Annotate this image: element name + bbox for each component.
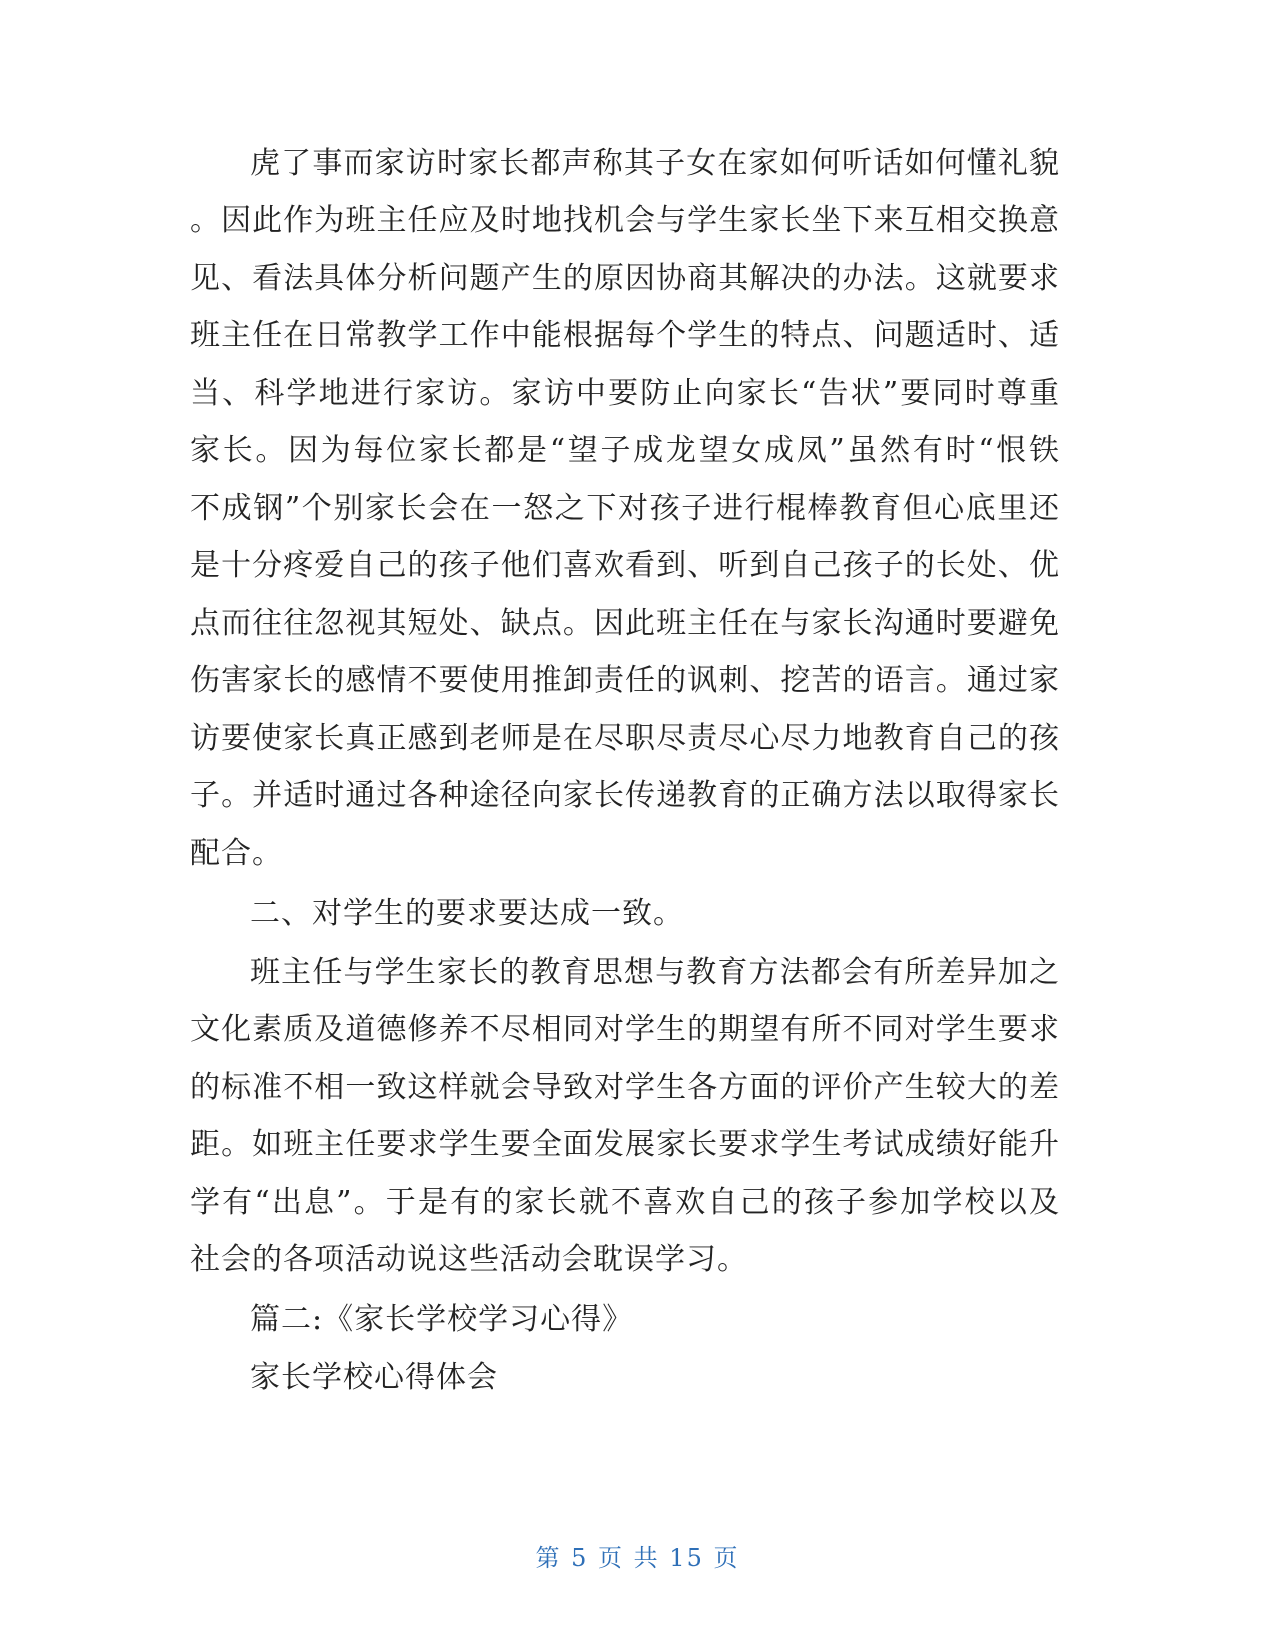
paragraph-line: 的标准不相一致这样就会导致对学生各方面的评价产生较大的差: [190, 1070, 1060, 1105]
paragraph-line: 当、科学地进行家访。家访中要防止向家长“告状”要同时尊重: [190, 376, 1060, 411]
paragraph-line: 虎了事而家访时家长都声称其子女在家如何听话如何懂礼貌: [250, 146, 1060, 181]
article-subtitle: 家长学校心得体会: [250, 1360, 498, 1395]
paragraph-line: 不成钢”个别家长会在一怒之下对孩子进行棍棒教育但心底里还: [190, 491, 1060, 526]
paragraph-line: 社会的各项活动说这些活动会耽误学习。: [190, 1242, 748, 1277]
paragraph-line: 学有“出息”。于是有的家长就不喜欢自己的孩子参加学校以及: [190, 1185, 1060, 1220]
paragraph-line: 配合。: [190, 836, 283, 871]
paragraph-line: 伤害家长的感情不要使用推卸责任的讽刺、挖苦的语言。通过家: [190, 663, 1060, 698]
paragraph-line: 是十分疼爱自己的孩子他们喜欢看到、听到自己孩子的长处、优: [190, 548, 1060, 583]
paragraph-line: 家长。因为每位家长都是“望子成龙望女成凤”虽然有时“恨铁: [190, 433, 1060, 468]
paragraph-line: 见、看法具体分析问题产生的原因协商其解决的办法。这就要求: [190, 261, 1060, 296]
paragraph-line: 距。如班主任要求学生要全面发展家长要求学生考试成绩好能升: [190, 1127, 1060, 1162]
paragraph-line: 班主任与学生家长的教育思想与教育方法都会有所差异加之: [250, 955, 1060, 990]
paragraph-line: 。因此作为班主任应及时地找机会与学生家长坐下来互相交换意: [190, 203, 1060, 238]
paragraph-line: 子。并适时通过各种途径向家长传递教育的正确方法以取得家长: [190, 778, 1060, 813]
paragraph-line: 班主任在日常教学工作中能根据每个学生的特点、问题适时、适: [190, 318, 1060, 353]
paragraph-line: 点而往往忽视其短处、缺点。因此班主任在与家长沟通时要避免: [190, 606, 1060, 641]
section-heading: 二、对学生的要求要达成一致。: [250, 896, 684, 931]
page-number-footer: 第 5 页 共 15 页: [535, 1544, 740, 1572]
paragraph-line: 文化素质及道德修养不尽相同对学生的期望有所不同对学生要求: [190, 1012, 1060, 1047]
paragraph-line: 访要使家长真正感到老师是在尽职尽责尽心尽力地教育自己的孩: [190, 721, 1060, 756]
article-title: 篇二:《家长学校学习心得》: [250, 1302, 634, 1337]
